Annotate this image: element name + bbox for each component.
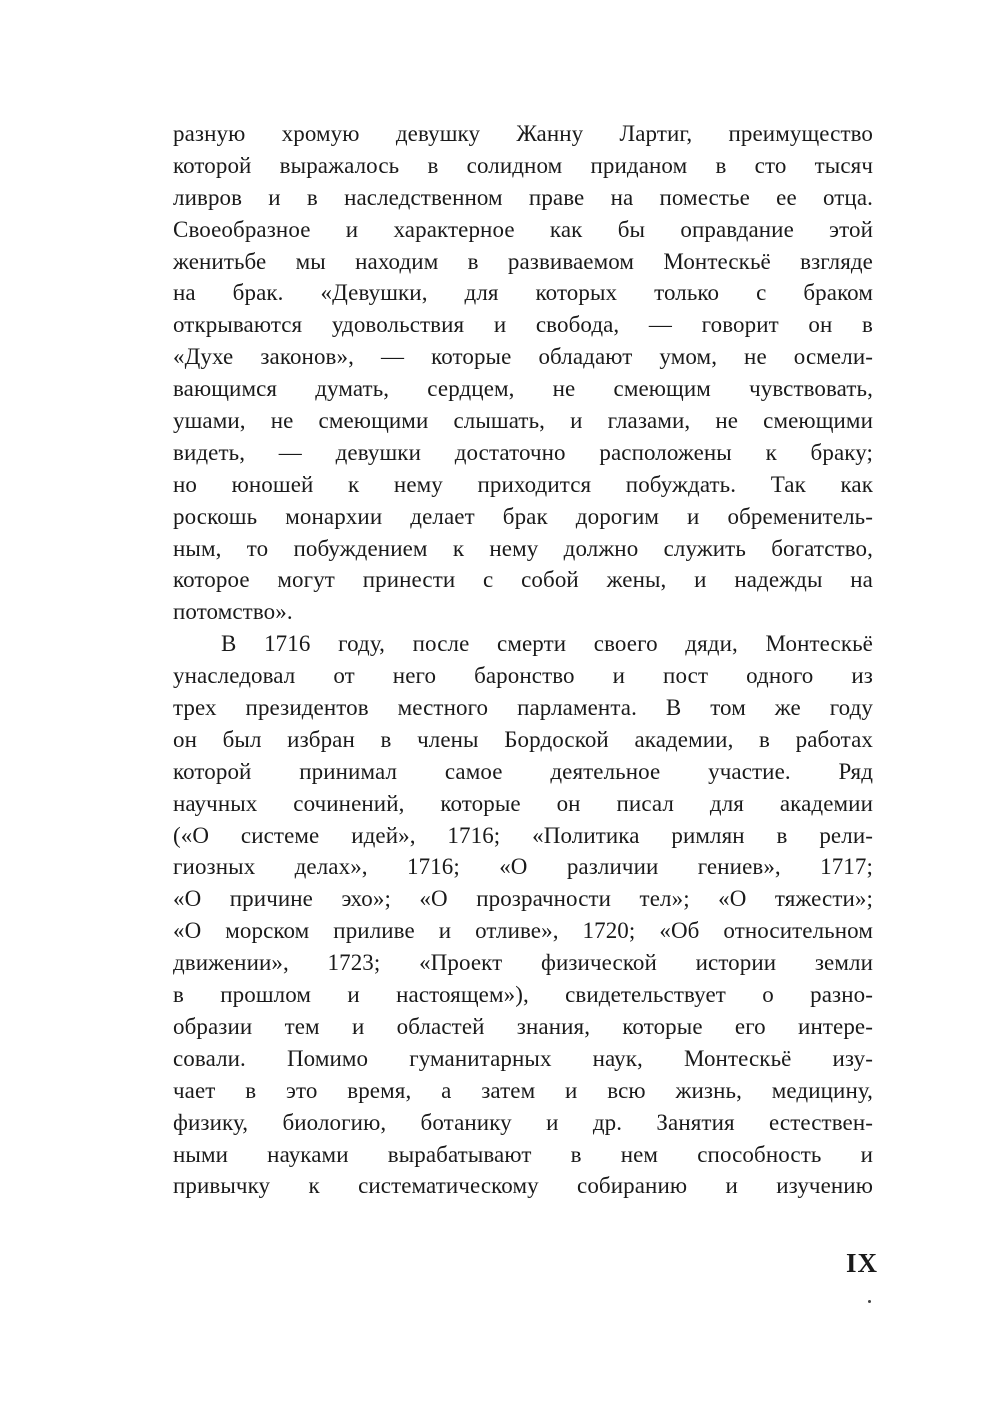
text-line: он был избран в члены Бордоской академии, в работах (173, 726, 873, 752)
text-line: научных сочинений, которые он писал для академии (173, 790, 873, 816)
text-line: на брак. «Девушки, для которых только с браком (173, 280, 873, 306)
text-line: видеть, — девушки достаточно расположены к браку; (173, 439, 873, 465)
text-line: движении», 1723; «Проект физической истории земли (173, 950, 873, 976)
page-number: IX (845, 1248, 878, 1278)
text-line: которой выражалось в солидном приданом в сто тысяч (173, 152, 873, 178)
text-line: чает в это время, а затем и всю жизнь, медицину, (173, 1077, 873, 1103)
text-line: которое могут принести с собой жены, и надежды на (173, 567, 873, 593)
text-line: вающимся думать, сердцем, не смеющим чувствовать, (173, 376, 873, 402)
print-speck (868, 1300, 871, 1303)
text-line: женитьбе мы находим в развиваемом Монтескьё взгляде (173, 248, 873, 274)
paragraph-1 (173, 118, 873, 628)
text-line: но юношей к нему приходится побуждать. Так как (173, 471, 873, 497)
text-line: «О причине эхо»; «О прозрачности тел»; «О тяжести»; (173, 886, 873, 912)
text-line: ными науками вырабатывают в нем способность и (173, 1141, 873, 1167)
text-line: ушами, не смеющими слышать, и глазами, не смеющими (173, 408, 873, 434)
text-line: которой принимал самое деятельное участие. Ряд (173, 758, 873, 784)
text-line: «Духе законов», — которые обладают умом, не осмели- (173, 344, 873, 370)
text-line: физику, биологию, ботанику и др. Занятия естествен- (173, 1109, 873, 1135)
text-line: «О морском приливе и отливе», 1720; «Об относительном (173, 918, 873, 944)
text-line: открываются удовольствия и свобода, — говорит он в (173, 312, 873, 338)
text-line: ливров и в наследственном праве на поместье ее отца. (173, 184, 873, 210)
text-line: образии тем и областей знания, которые его интере- (173, 1013, 873, 1039)
text-line: трех президентов местного парламента. В том же году (173, 695, 873, 721)
paragraph-2 (173, 628, 873, 1202)
text-line: унаследовал от него баронство и пост одного из (173, 663, 873, 689)
text-line: разную хромую девушку Жанну Лартиг, преимущество (173, 121, 873, 146)
text-line: гиозных делах», 1716; «О различии гениев», 1717; (173, 854, 873, 880)
body-text (173, 118, 873, 1202)
text-line: совали. Помимо гуманитарных наук, Монтескьё изу- (173, 1045, 873, 1071)
text-line: потомство». (173, 599, 293, 625)
text-line: Своеобразное и характерное как бы оправдание этой (173, 216, 873, 242)
text-line: роскошь монархии делает брак дорогим и обременитель- (173, 503, 873, 529)
text-line: («О системе идей», 1716; «Политика римлян в рели- (173, 822, 873, 848)
text-line: в прошлом и настоящем»), свидетельствует о разно- (173, 982, 873, 1008)
text-line: привычку к систематическому собиранию и изучению (173, 1173, 873, 1199)
text-line: В 1716 году, после смерти своего дяди, Монтескьё (221, 631, 873, 657)
text-line: ным, то побуждением к нему должно служить богатство, (173, 535, 873, 561)
